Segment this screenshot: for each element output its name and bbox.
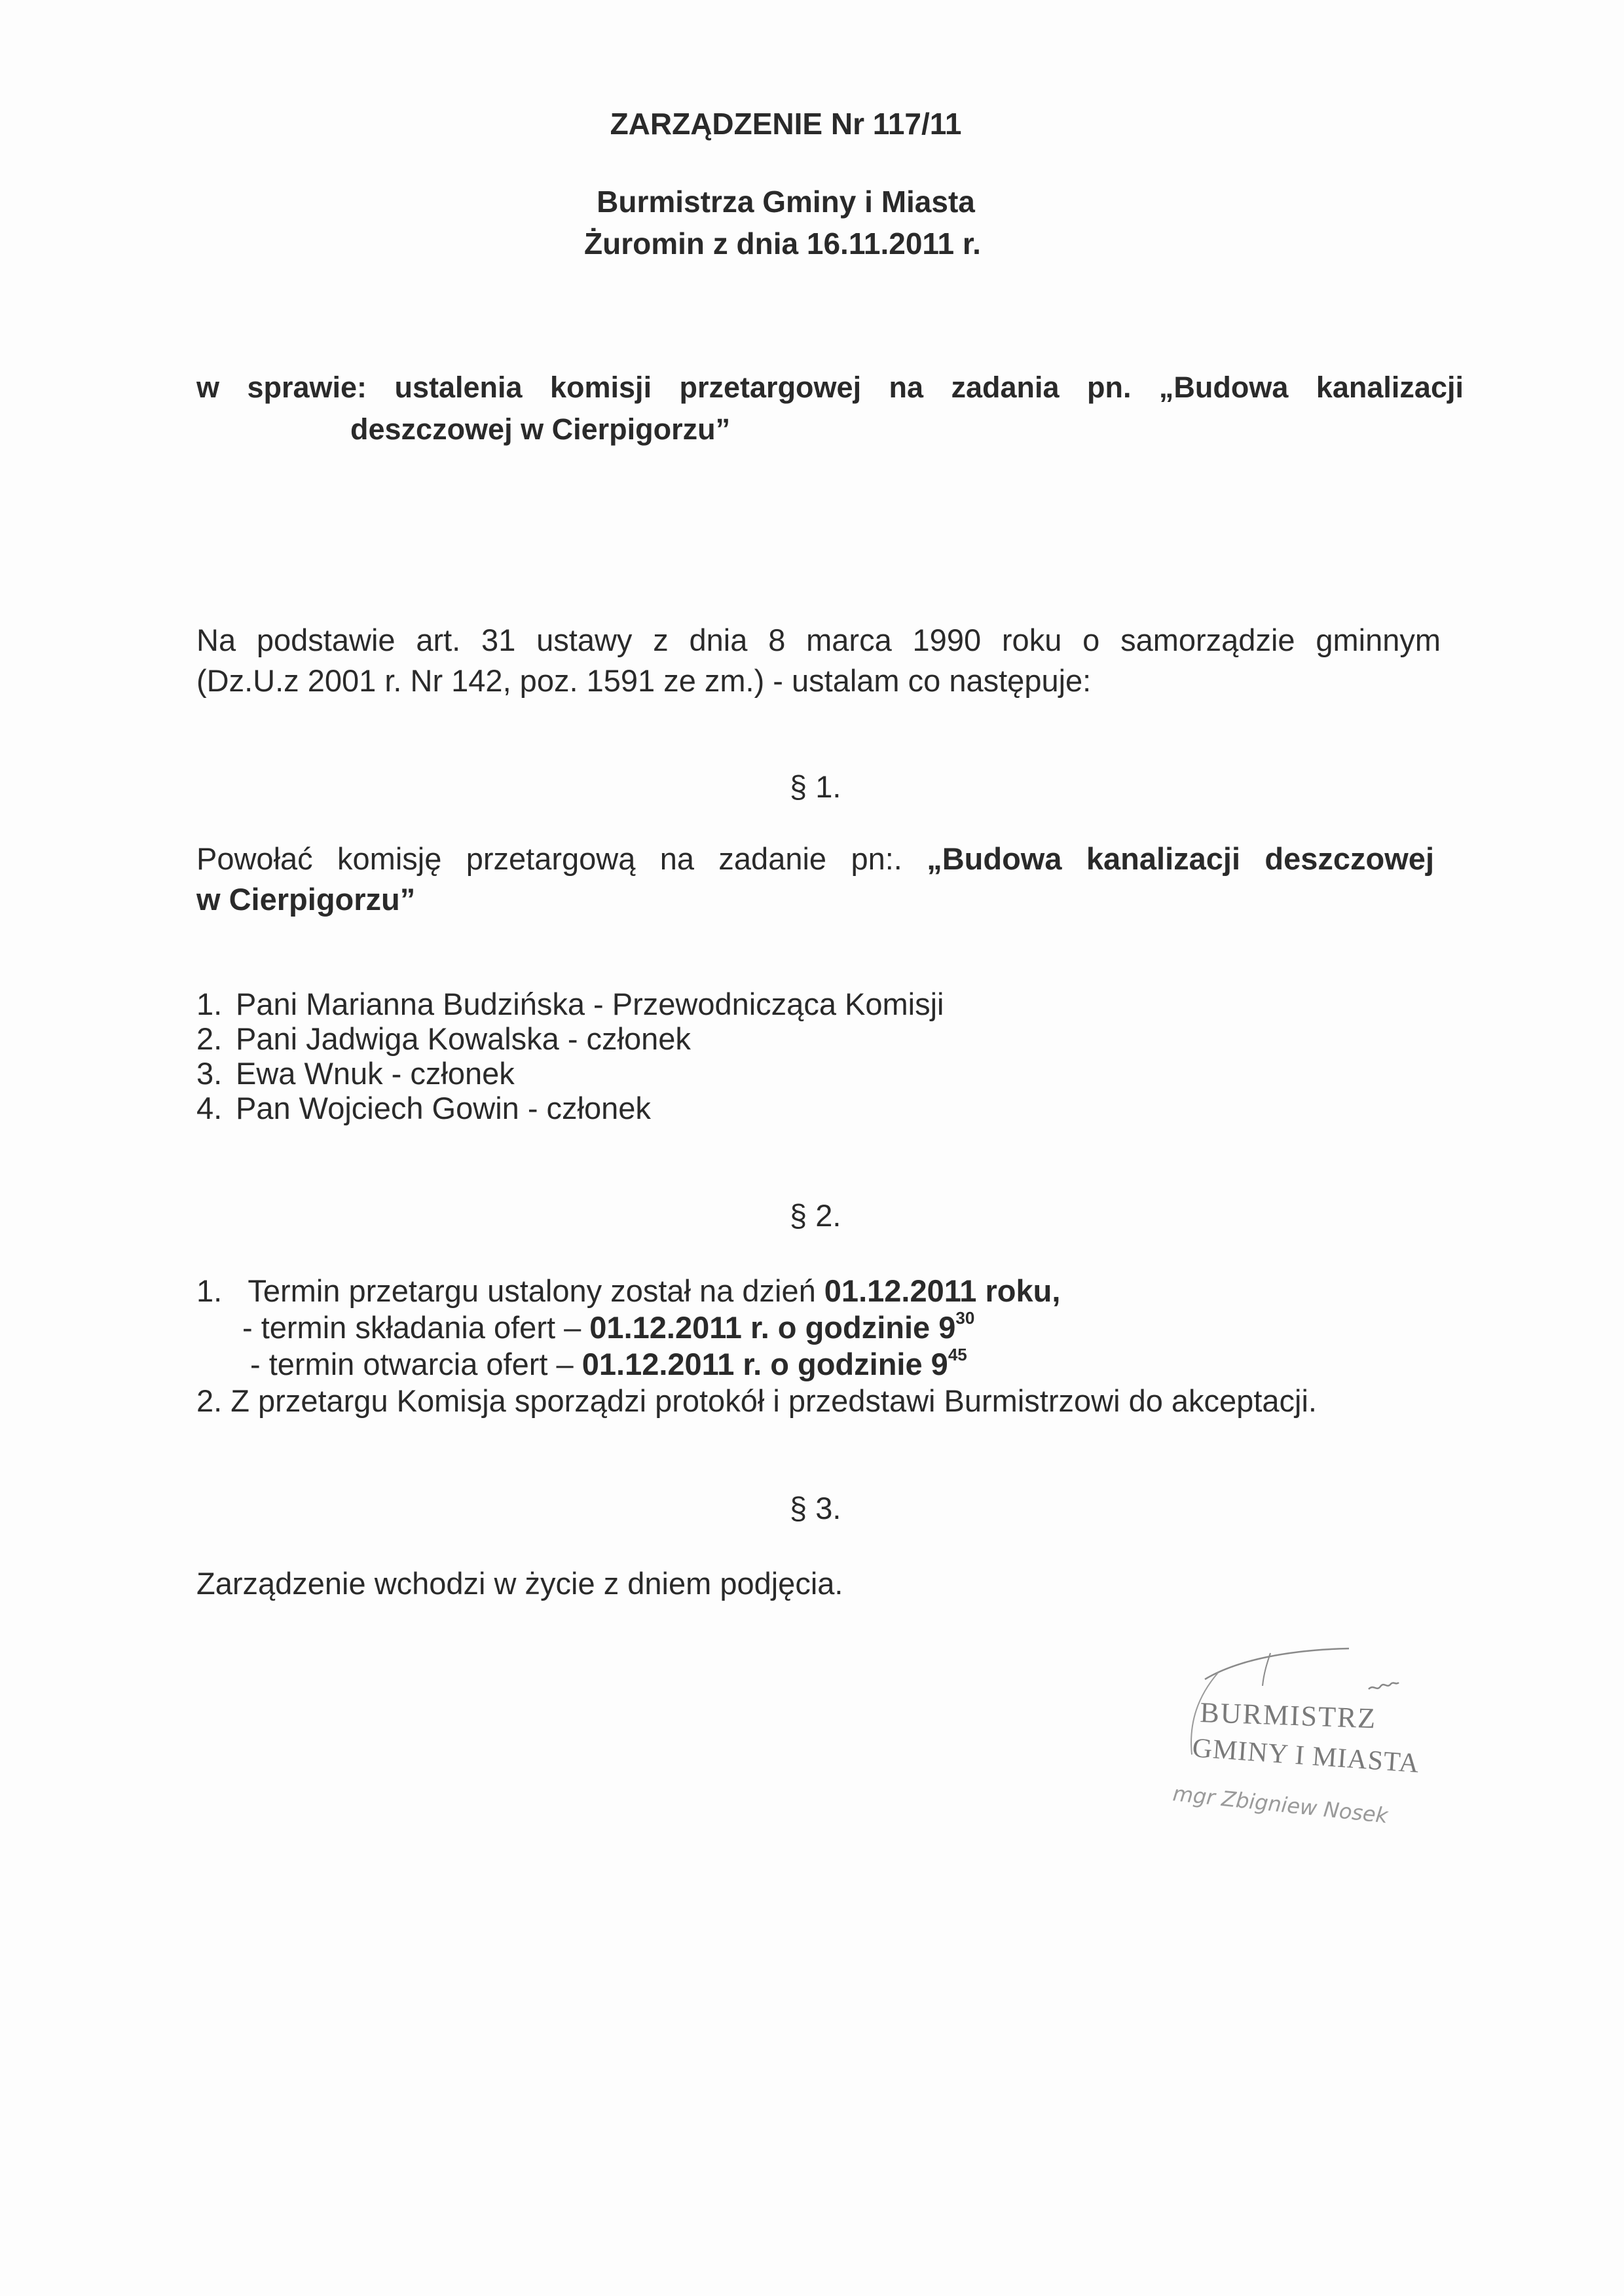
task-name: „Budowa kanalizacji deszczowej	[927, 841, 1434, 876]
subject-text: ustalenia komisji przetargowej na zadania pn. „Budowa kanalizacji	[394, 371, 1464, 404]
effective-date-clause: Zarządzenie wchodzi w życie z dniem podjęcia.	[196, 1566, 843, 1601]
appointment-text: Powołać komisję przetargową na zadanie pn:.	[196, 841, 902, 876]
legal-basis-line-1: Na podstawie art. 31 ustawy z dnia 8 marca 1990 roku o samorządzie gminnym	[196, 623, 1441, 657]
offer-opening-text: - termin otwarcia ofert –	[250, 1347, 574, 1381]
section-1-heading: § 1.	[790, 769, 841, 804]
offer-submission-text: - termin składania ofert –	[242, 1310, 581, 1345]
section-2-heading: § 2.	[790, 1198, 841, 1233]
tender-date-text: Termin przetargu ustalony został na dzień	[248, 1273, 816, 1308]
list-item-text: Pani Marianna Budzińska - Przewodnicząca Komisji	[236, 987, 944, 1021]
list-item-text: Pani Jadwiga Kowalska - członek	[236, 1021, 691, 1056]
subject-label: w sprawie:	[196, 371, 367, 404]
appointment-line-1	[196, 841, 1434, 877]
offer-opening-item	[196, 1347, 1317, 1383]
subject-line-2: deszczowej w Cierpigorzu”	[350, 412, 731, 446]
document-title: ZARZĄDZENIE Nr 117/11	[610, 107, 962, 141]
committee-members-list	[196, 987, 944, 1125]
list-item	[196, 1091, 944, 1125]
issuing-authority: Burmistrza Gminy i Miasta	[597, 185, 975, 219]
offer-opening-time: 01.12.2011 r. o godzinie 9	[581, 1347, 948, 1381]
section-3-heading: § 3.	[790, 1491, 841, 1525]
legal-basis-line-2: (Dz.U.z 2001 r. Nr 142, poz. 1591 ze zm.) - ustalam co następuje:	[196, 663, 1092, 698]
mayor-stamp	[1153, 1624, 1428, 1833]
offer-opening-minutes: 45	[948, 1345, 967, 1364]
list-item-text: Ewa Wnuk - członek	[236, 1056, 515, 1091]
list-item-number: 2.	[196, 1021, 223, 1056]
signatory-name: mgr Zbigniew Nosek	[1172, 1781, 1390, 1829]
list-item	[196, 1021, 944, 1056]
tender-date: 01.12.2011 roku,	[824, 1273, 1061, 1308]
list-item-number: 3.	[196, 1056, 223, 1091]
tender-date-item	[196, 1273, 1317, 1310]
list-item-number: 4.	[196, 1091, 223, 1125]
place-and-date: Żuromin z dnia 16.11.2011 r.	[584, 227, 981, 261]
list-item	[196, 987, 944, 1021]
item-number: 1.	[196, 1273, 223, 1308]
stamp-line-2: GMINY I MIASTA	[1191, 1733, 1421, 1779]
protocol-item: 2. Z przetargu Komisja sporządzi protokół i przedstawi Burmistrzowi do akceptacji.	[196, 1383, 1317, 1418]
offer-submission-minutes: 30	[955, 1308, 975, 1328]
appointment-line-2: w Cierpigorzu”	[196, 882, 416, 917]
offer-submission-time: 01.12.2011 r. o godzinie 9	[589, 1310, 956, 1345]
list-item-text: Pan Wojciech Gowin - członek	[236, 1091, 651, 1125]
subject-line-1	[196, 371, 1464, 405]
stamp-line-1: BURMISTRZ	[1199, 1696, 1378, 1735]
list-item	[196, 1056, 944, 1091]
section-2-body	[196, 1273, 1317, 1420]
list-item-number: 1.	[196, 987, 223, 1021]
offer-submission-item	[196, 1310, 1317, 1347]
